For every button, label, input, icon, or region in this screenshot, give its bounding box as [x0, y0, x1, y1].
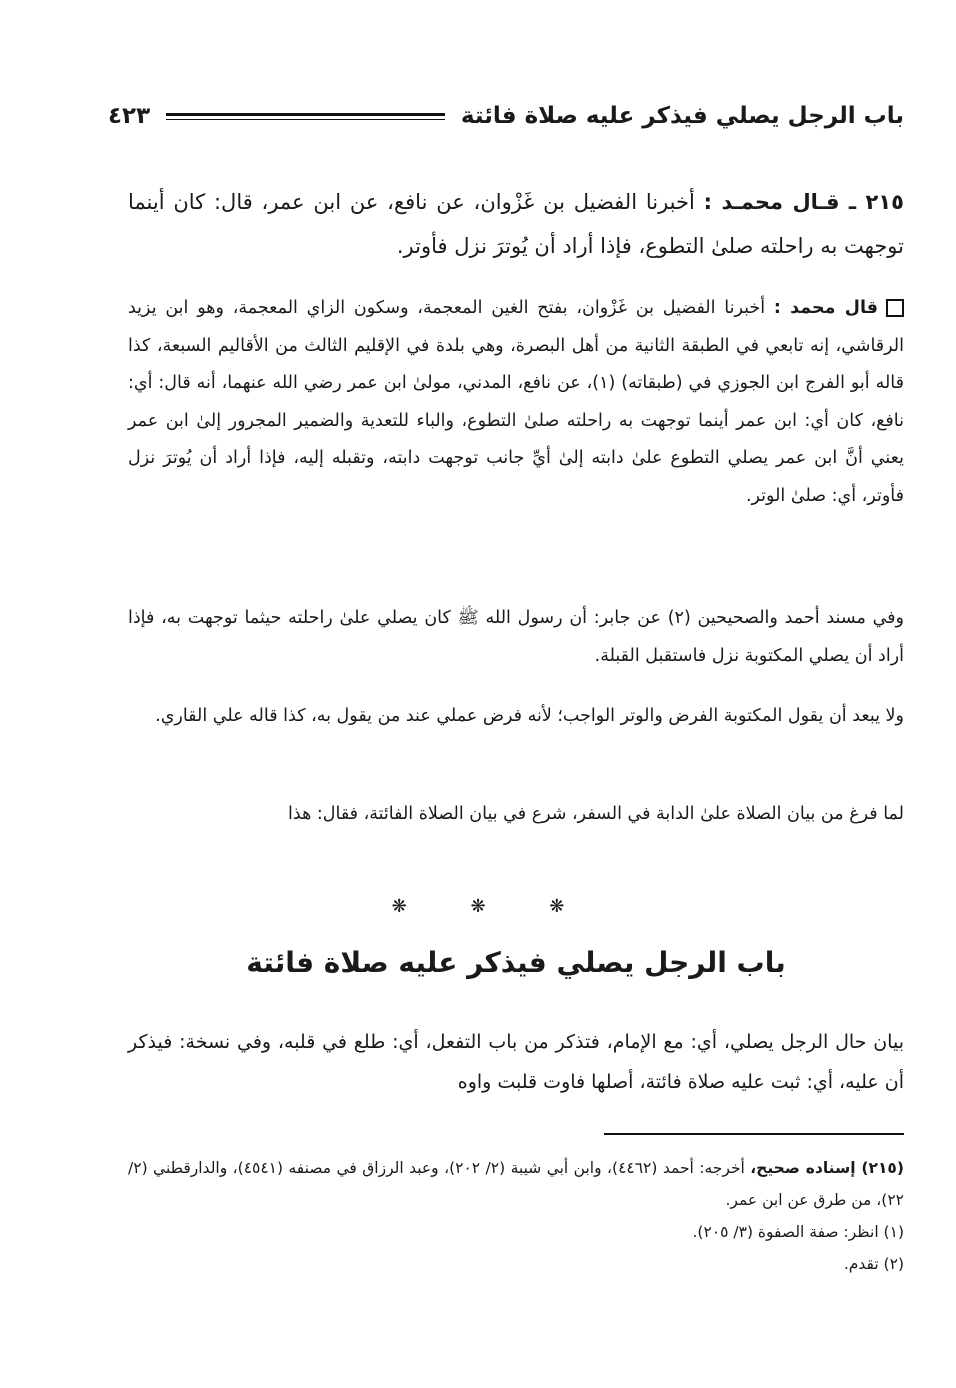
footnotes	[128, 1152, 904, 1280]
chapter-paragraph: بيان حال الرجل يصلي، أي: مع الإمام، فتذكر من باب التفعل، أي: طلع في قلبه، وفي نسخة: فيذكر أن عليه، أي: ثبت عليه صلاة فائتة، أصلها فاوت قلبت واوه	[128, 1031, 904, 1093]
commentary-text: أخبرنا الفضيل بن غَزْوان، بفتح الغين المعجمة، وسكون الزاي المعجمة، وهو ابن يزيد الرقاشي، إنه تابعي في الطبقة الثانية من أهل البصرة، وهي بلدة في الإقليم الثالث من الأقاليم السبعة، كذا قاله أبو الفرج ابن الجوزي في (طبقاته) (١)، عن نافع، المدني، مولىٰ ابن عمر رضي الله عنهما، أنه قال: أي: نافع، كان أي: ابن عمر أينما توجهت به راحلته صلىٰ التطوع، والباء للتعدية والضمير المجرور إلىٰ ابن عمر يعني أنَّ ابن عمر يصلي التطوع علىٰ دابته إلىٰ أيِّ جانب توجهت دابته، وتقبله إليه، فإذا أراد أن يُوترَ نزل فأوتر، أي: صلىٰ الوتر.	[128, 298, 905, 506]
asterism-icon: ❋	[391, 896, 407, 917]
footnote-1: (١) انظر: صفة الصفوة (٣/ ٢٠٥).	[692, 1223, 904, 1241]
footnote-215	[128, 1152, 904, 1216]
header-rule	[166, 113, 445, 120]
page-number: ٤٢٣	[108, 103, 151, 129]
paragraph: ولا يبعد أن يقول المكتوبة الفرض والوتر الواجب؛ لأنه فرض عملي عند من يقول به، كذا قاله علي القاري.	[155, 706, 904, 726]
hadith-215	[128, 180, 904, 268]
chapter-title: باب الرجل يصلي فيذكر عليه صلاة فائتة	[246, 946, 786, 979]
section-separator	[0, 896, 956, 917]
commentary-paragraph	[128, 290, 904, 516]
footnote-215-text: أخرجه: أحمد (٤٤٦٢)، وابن أبي شيبة (٢/ ٢٠٢)، وعبد الرزاق في مصنفه (٤٥٤١)، والدارقطني (٢/ ٢٢)، من طرق عن ابن عمر.	[128, 1159, 904, 1209]
asterism-icon: ❋	[470, 896, 486, 917]
footnote-215-lead: (٢١٥) إسناده صحيح،	[750, 1159, 904, 1177]
page-header	[108, 96, 904, 136]
hadith-number-label: ٢١٥ ـ قـال محمـد :	[703, 190, 904, 214]
paragraph: لما فرغ من بيان الصلاة علىٰ الدابة في السفر، شرع في بيان الصلاة الفائتة، فقال: هذا	[288, 804, 904, 824]
footnote-2: (٢) تقدم.	[843, 1255, 904, 1273]
asterism-icon: ❋	[549, 896, 565, 917]
footnote-rule	[604, 1133, 904, 1135]
square-bullet-icon	[886, 299, 904, 317]
running-title: باب الرجل يصلي فيذكر عليه صلاة فائتة	[460, 103, 904, 129]
paragraph: وفي مسند أحمد والصحيحين (٢) عن جابر: أن رسول الله ﷺ كان يصلي علىٰ راحلته حيثما توجهت به، فإذا أراد أن يصلي المكتوبة نزل فاستقبل القبلة.	[128, 608, 905, 666]
hadith-text: أخبرنا الفضيل بن غَزْوان، عن نافع، عن ابن عمر، قال: كان أينما توجهت به راحلته صلىٰ التطوع، فإذا أراد أن يُوترَ نزل فأوتر.	[128, 190, 904, 258]
commentary-lead: قال محمد :	[773, 298, 878, 318]
